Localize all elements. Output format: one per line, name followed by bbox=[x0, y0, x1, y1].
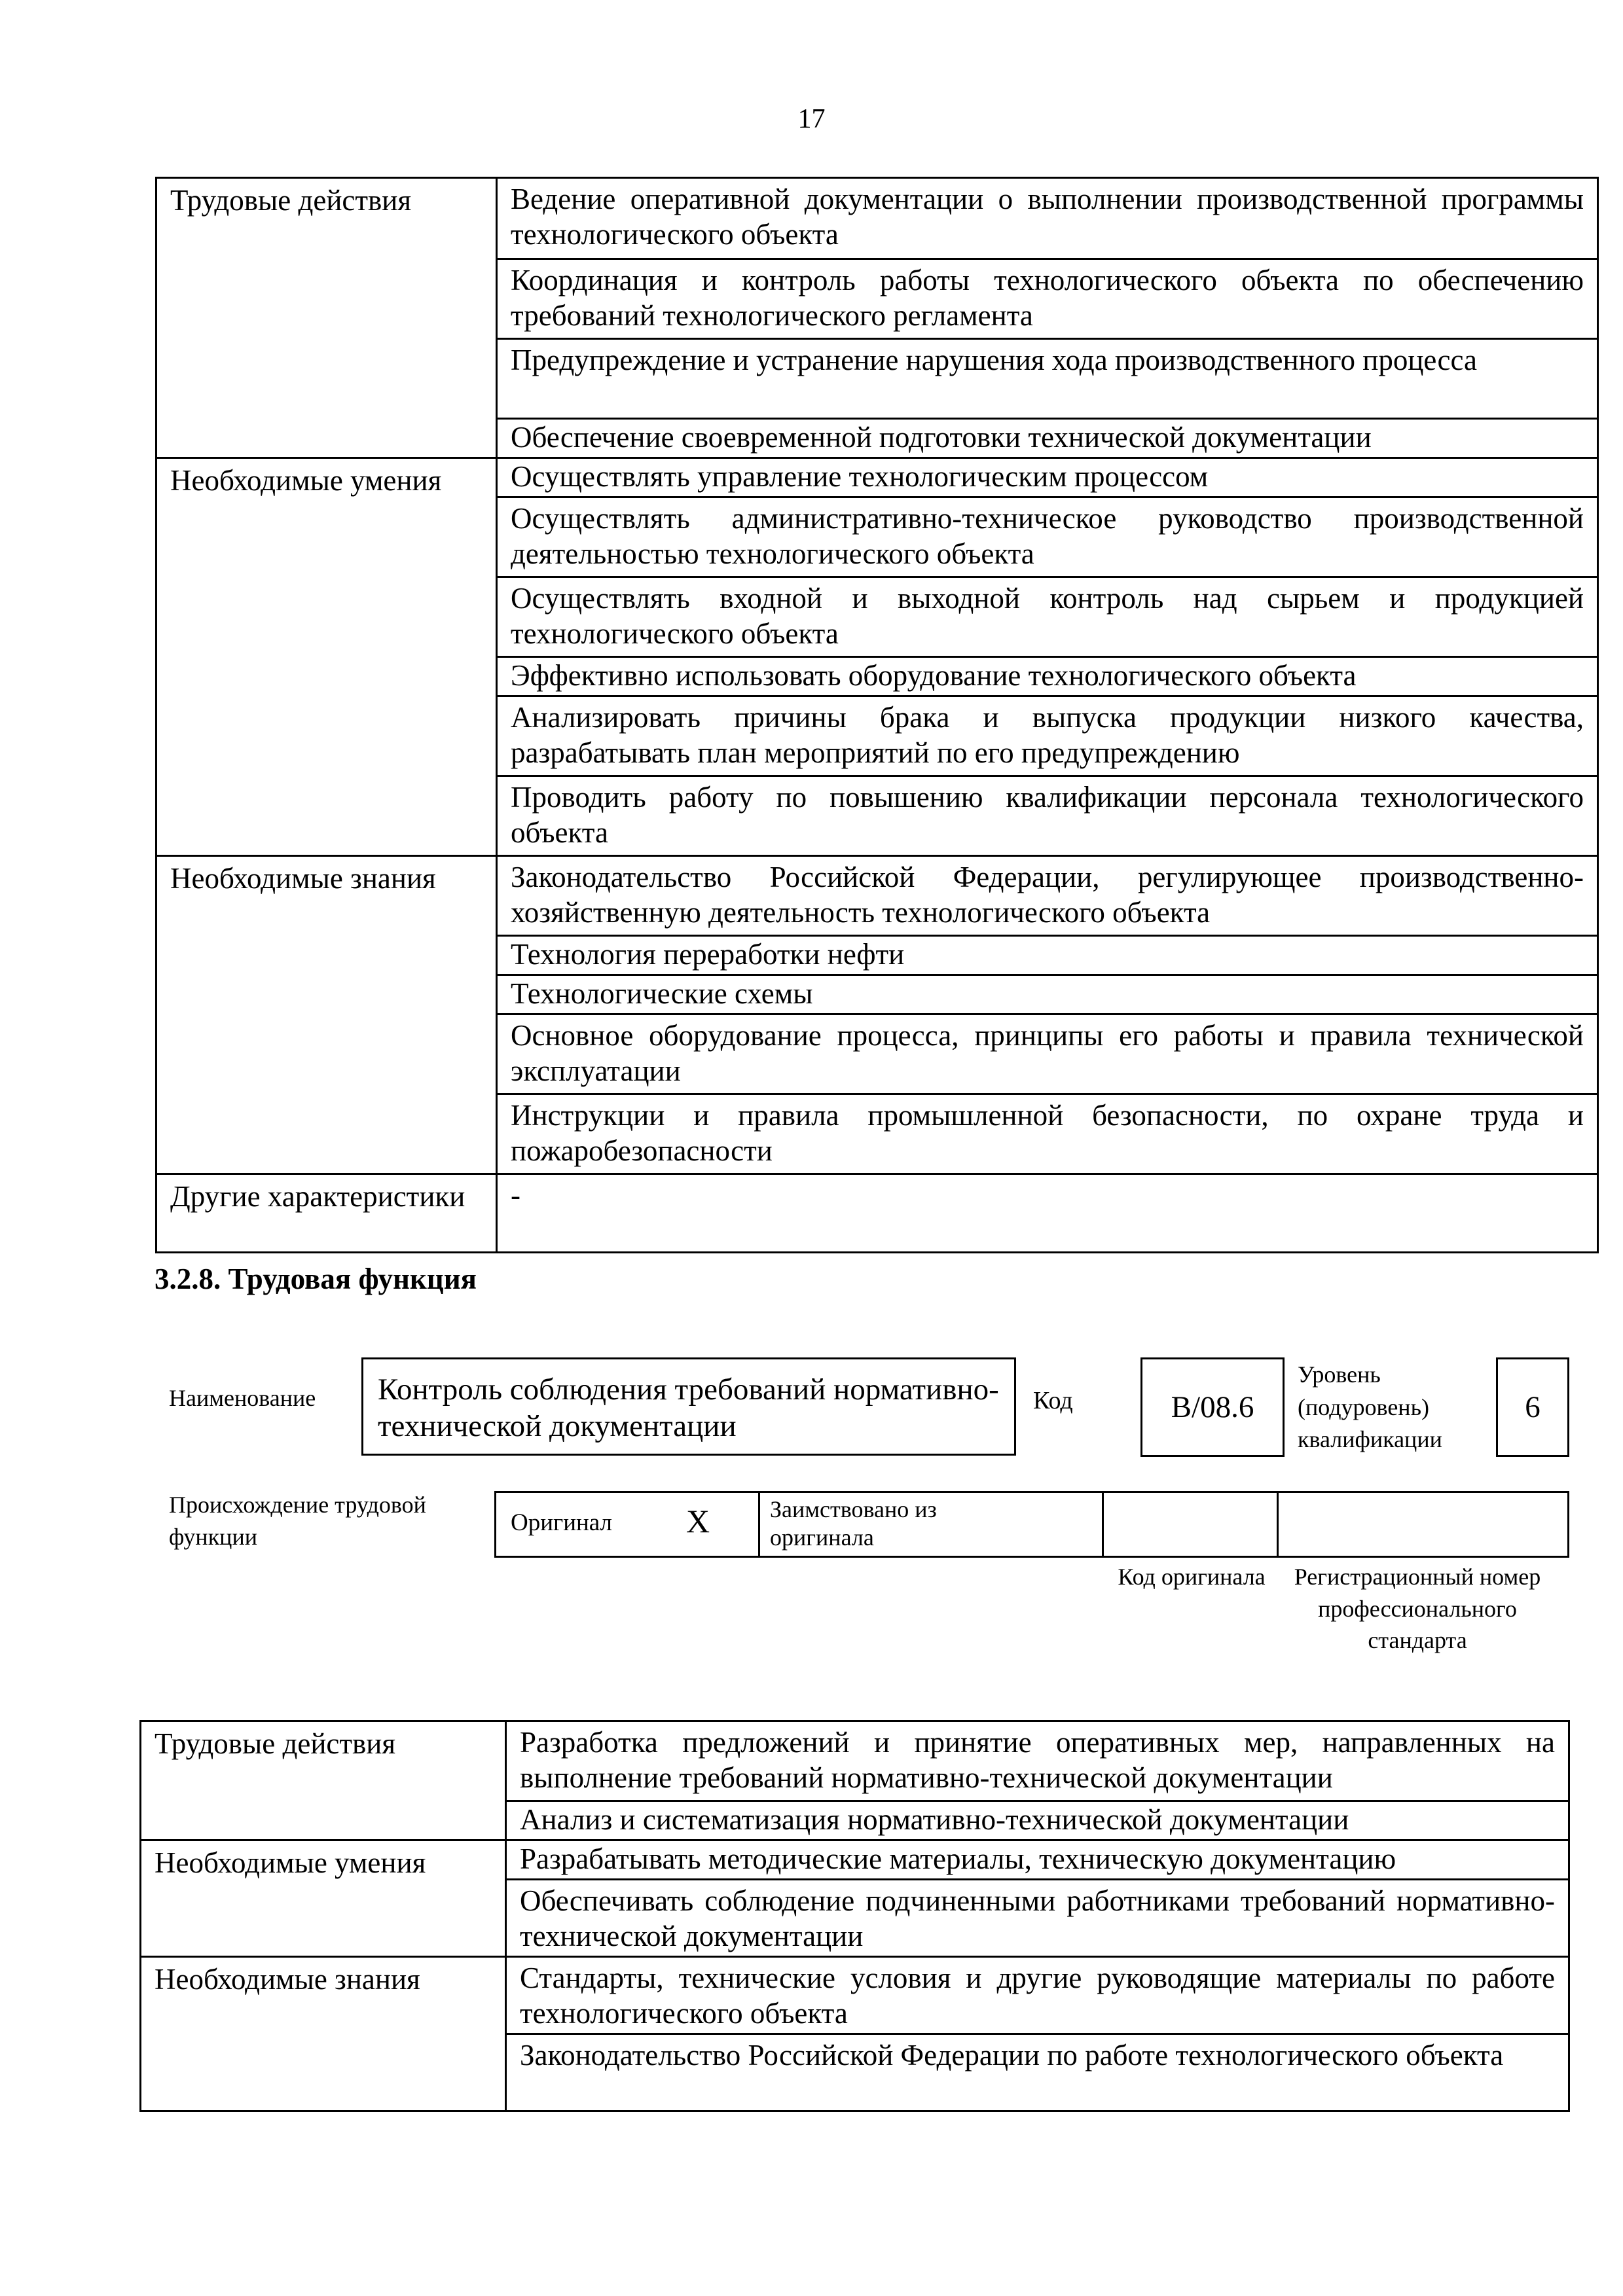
table-cell: Осуществлять входной и выходной контроль над сырьем и продукцией технологического объекта bbox=[497, 577, 1598, 657]
table-cell: Инструкции и правила промышленной безопасности, по охране труда и пожаробезопасности bbox=[497, 1094, 1598, 1174]
table-cell: Обеспечение своевременной подготовки технической документации bbox=[497, 419, 1598, 458]
borrowed-label: Заимствовано из оригинала bbox=[770, 1496, 937, 1551]
table-cell: Законодательство Российской Федерации, регулирующее производственно-хозяйственную деятельность технологического объекта bbox=[497, 856, 1598, 936]
table-cell: Стандарты, технические условия и другие руководящие материалы по работе технологического объекта bbox=[506, 1957, 1569, 2034]
level-value: 6 bbox=[1525, 1390, 1541, 1424]
table-cell: Технологические схемы bbox=[497, 975, 1598, 1014]
code-label: Код bbox=[1033, 1387, 1073, 1414]
table-cell: Эффективно использовать оборудование технологического объекта bbox=[497, 657, 1598, 696]
competency-table-1 bbox=[155, 177, 1599, 1253]
name-value-box bbox=[361, 1357, 1016, 1456]
table-cell: Предупреждение и устранение нарушения хода производственного процесса bbox=[497, 339, 1598, 419]
table-cell: Технология переработки нефти bbox=[497, 936, 1598, 975]
section-heading: 3.2.8. Трудовая функция bbox=[155, 1263, 477, 1295]
row-label-required-knowledge: Необходимые знания bbox=[156, 856, 497, 1174]
table-cell: Анализировать причины брака и выпуска продукции низкого качества, разрабатывать план мероприятий по его предупреждению bbox=[497, 696, 1598, 776]
table-cell: Ведение оперативной документации о выполнении производственной программы технологического объекта bbox=[497, 178, 1598, 259]
table-cell: Осуществлять управление технологическим процессом bbox=[497, 458, 1598, 497]
table-cell: - bbox=[497, 1174, 1598, 1253]
name-label: Наименование bbox=[169, 1385, 316, 1411]
row-label-required-knowledge: Необходимые знания bbox=[141, 1957, 506, 2111]
origin-divider-3 bbox=[1277, 1493, 1279, 1556]
competency-table-2 bbox=[139, 1720, 1570, 2112]
level-label: Уровень (подуровень) квалификации bbox=[1298, 1361, 1442, 1453]
table-cell: Основное оборудование процесса, принципы его работы и правила технической эксплуатации bbox=[497, 1014, 1598, 1094]
origin-row bbox=[494, 1491, 1569, 1558]
table-cell: Координация и контроль работы технологического объекта по обеспечению требований технологического регламента bbox=[497, 259, 1598, 339]
table-cell: Разработка предложений и принятие оперативных мер, направленных на выполнение требований нормативно-технической документации bbox=[506, 1721, 1569, 1801]
code-value: B/08.6 bbox=[1171, 1390, 1254, 1424]
original-label: Оригинал bbox=[511, 1509, 613, 1536]
table-cell: Проводить работу по повышению квалификации персонала технологического объекта bbox=[497, 776, 1598, 856]
origin-label: Происхождение трудовой функции bbox=[169, 1492, 426, 1550]
row-label-required-skills: Необходимые умения bbox=[156, 458, 497, 856]
row-label-labor-actions: Трудовые действия bbox=[141, 1721, 506, 1840]
table-cell: Осуществлять административно-техническое руководство производственной деятельностью технологического объекта bbox=[497, 497, 1598, 577]
table-cell: Законодательство Российской Федерации по работе технологического объекта bbox=[506, 2034, 1569, 2111]
row-label-other-characteristics: Другие характеристики bbox=[156, 1174, 497, 1253]
row-label-required-skills: Необходимые умения bbox=[141, 1840, 506, 1957]
table-cell: Анализ и систематизация нормативно-технической документации bbox=[506, 1801, 1569, 1840]
table-cell: Разрабатывать методические материалы, техническую документацию bbox=[506, 1840, 1569, 1880]
page-number: 17 bbox=[797, 104, 826, 134]
origin-divider-1 bbox=[758, 1493, 760, 1556]
original-code-caption: Код оригинала bbox=[1118, 1564, 1266, 1590]
code-value-box bbox=[1140, 1357, 1285, 1457]
origin-divider-2 bbox=[1102, 1493, 1104, 1556]
original-mark: X bbox=[686, 1503, 710, 1539]
name-value: Контроль соблюдения требований нормативно-технической документации bbox=[378, 1372, 999, 1444]
table-cell: Обеспечивать соблюдение подчиненными работниками требований нормативно-технической документации bbox=[506, 1880, 1569, 1957]
level-value-box bbox=[1496, 1357, 1569, 1457]
row-label-labor-actions: Трудовые действия bbox=[156, 178, 497, 458]
reg-number-caption: Регистрационный номер профессионального стандарта bbox=[1294, 1564, 1541, 1654]
